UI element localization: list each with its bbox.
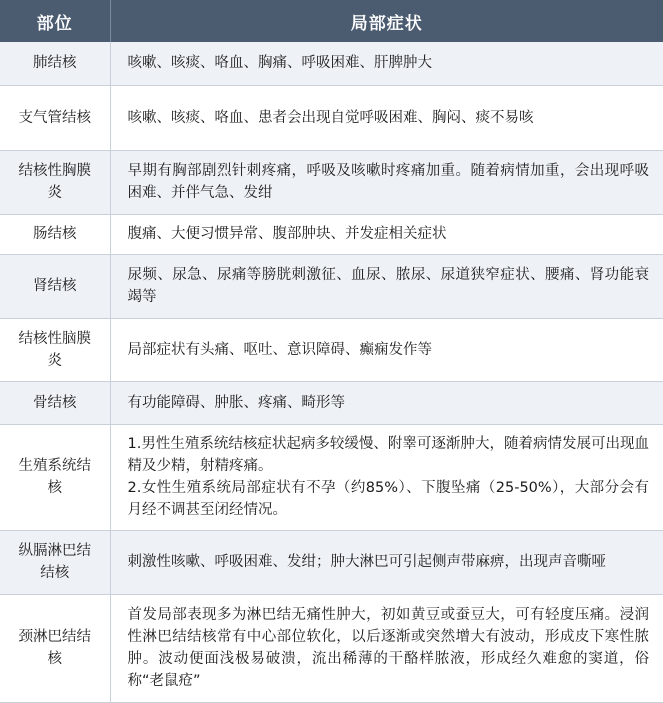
part-cell: 支气管结核 (0, 85, 110, 150)
part-cell: 纵膈淋巴结结核 (0, 530, 110, 594)
table-row (0, 214, 663, 254)
part-cell: 生殖系统结核 (0, 424, 110, 530)
part-cell: 结核性胸膜炎 (0, 150, 110, 214)
symptoms-cell: 早期有胸部剧烈针刺疼痛，呼吸及咳嗽时疼痛加重。随着病情加重，会出现呼吸困难、并伴气急、发绀 (110, 150, 663, 214)
symptom-item: 2.女性生殖系统局部症状有不孕（约85%）、下腹坠痛（25-50%），大部分会有月经不调甚至闭经情况。 (127, 480, 649, 518)
symptoms-cell: 刺激性咳嗽、呼吸困难、发绀；肿大淋巴可引起侧声带麻痹，出现声音嘶哑 (110, 530, 663, 594)
header-symptoms: 局部症状 (110, 0, 663, 42)
part-cell: 骨结核 (0, 381, 110, 424)
symptoms-cell: 腹痛、大便习惯异常、腹部肿块、并发症相关症状 (110, 214, 663, 254)
symptoms-cell: 有功能障碍、肿胀、疼痛、畸形等 (110, 381, 663, 424)
part-cell: 结核性脑膜炎 (0, 318, 110, 381)
part-cell: 肾结核 (0, 254, 110, 318)
table-row (0, 150, 663, 214)
table-row (0, 381, 663, 424)
table-row (0, 318, 663, 381)
part-cell: 颈淋巴结结核 (0, 594, 110, 702)
table-row (0, 594, 663, 702)
table-row (0, 85, 663, 150)
header-row (0, 0, 663, 42)
header-part: 部位 (0, 0, 110, 42)
symptoms-cell (110, 424, 663, 530)
symptom-item: 1.男性生殖系统结核症状起病多较缓慢、附睾可逐渐肿大，随着病情发展可出现血精及少精，射精疼痛。 (127, 436, 649, 474)
symptoms-cell: 咳嗽、咳痰、咯血、胸痛、呼吸困难、肝脾肿大 (110, 42, 663, 85)
part-cell: 肠结核 (0, 214, 110, 254)
table-row (0, 42, 663, 85)
symptoms-cell: 尿频、尿急、尿痛等膀胱刺激征、血尿、脓尿、尿道狭窄症状、腰痛、肾功能衰竭等 (110, 254, 663, 318)
table-row (0, 530, 663, 594)
table-row (0, 254, 663, 318)
symptoms-cell: 局部症状有头痛、呕吐、意识障碍、癫痫发作等 (110, 318, 663, 381)
table-row (0, 424, 663, 530)
part-cell: 肺结核 (0, 42, 110, 85)
symptoms-cell: 咳嗽、咳痰、咯血、患者会出现自觉呼吸困难、胸闷、痰不易咳 (110, 85, 663, 150)
symptoms-cell: 首发局部表现多为淋巴结无痛性肿大，初如黄豆或蚕豆大，可有轻度压痛。浸润性淋巴结结核常有中心部位软化，以后逐渐或突然增大有波动，形成皮下寒性脓肿。波动便面浅极易破溃，流出稀薄的干酪样脓液，形成经久难愈的窦道，俗称“老鼠疮” (110, 594, 663, 702)
